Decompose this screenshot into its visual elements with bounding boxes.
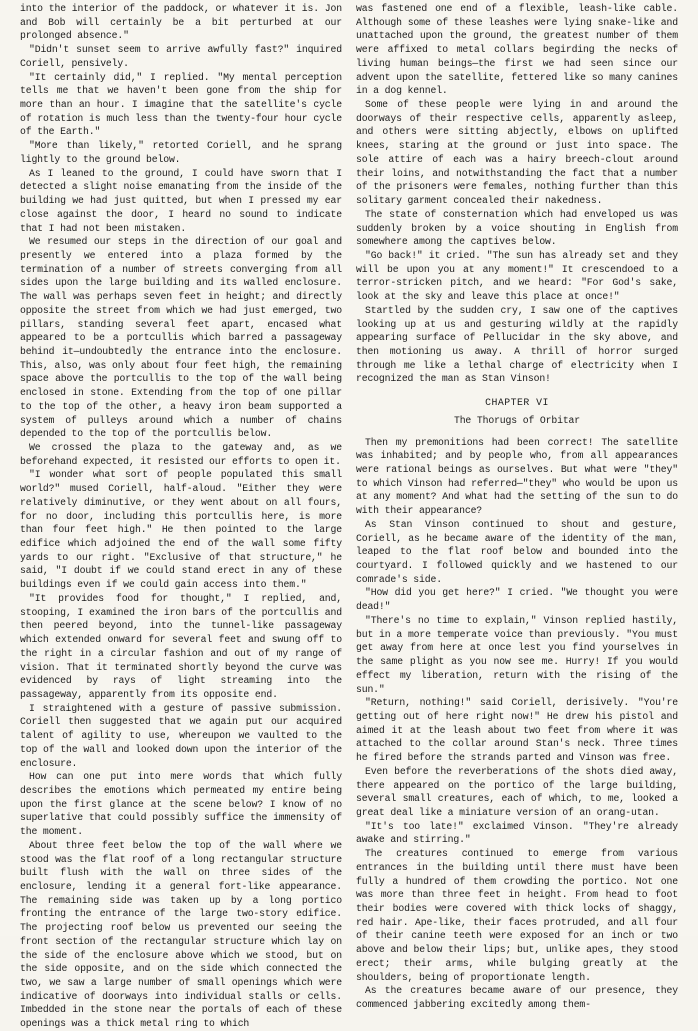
- paragraph: As Stan Vinson continued to shout and gesture, Coriell, as he became aware of the identity of the man, leaped to the flat roof below and bounded into the courtyard. I followed quickly and we hastened to our comrade's side.: [356, 518, 678, 585]
- paragraph: "It provides food for thought," I replied, and, stooping, I examined the iron bars of the portcullis and then peered beyond, into the tunnel-like passageway which extended onward for several feet and swung off to the right in a circular fashion and out of my range of vision. That it terminated shortly beyond the curve was evidenced by rays of light streaming into the passageway, apparently from its opposite end.: [20, 592, 342, 700]
- paragraph: "I wonder what sort of people populated this small world?" mused Coriell, half-aloud. "Either they were relatively diminutive, or they went about on all fours, for no door, including this portcullis here, is more than four feet high." He then pointed to the large edifice which adjoined the end of the wall some fifty yards to our right. "Exclusive of that structure," he said, "I doubt if we could stand erect in any of these buildings even if we could gain access into them.": [20, 469, 342, 591]
- paragraph: We resumed our steps in the direction of our goal and presently we entered into a plaza formed by the termination of a number of streets converging from all sides upon the large building and its walled enclosure. The wall was perhaps seven feet in height; and directly opposite the street from which we had just emerged, two pillars, standing several feet apart, encased what appeared to be a portcullis which barred a passageway behind it—undoubtedly the entrance into the enclosure. This, also, was only about four feet high, the remaining space above the portcullis to the top of the wall being enclosed in stone. Extending from the top of one pillar to the top of the other, a heavy iron beam supported a system of pulleys around which a number of chains depended to the top of the portcullis below.: [20, 236, 342, 440]
- paragraph: About three feet below the top of the wall where we stood was the flat roof of a long rectangular structure built flush with the wall on three sides of the enclosure, lending it a general fort-like appearance. The remaining side was taken up by a long portico fronting the entrance of the large two-story edifice. The projecting roof below us prevented our seeing the front section of the rectangular structure which lay on the side of the enclosure above which we stood, but on the side opposite, and on the side which connected the two, we saw a large number of small openings which were indicative of doorways into individual stalls or cells. Imbedded in the stone near the portals of each of these openings was a thick metal ring to which: [20, 839, 342, 1030]
- paragraph: I straightened with a gesture of passive submission. Coriell then suggested that we again put our acquired talent of agility to use, whereupon we vaulted to the top of the wall and looked down upon the interior of the enclosure.: [20, 702, 342, 769]
- paragraph: We crossed the plaza to the gateway and, as we beforehand expected, it resisted our efforts to open it.: [20, 442, 342, 467]
- left-column: [20, 2, 342, 1031]
- paragraph: "More than likely," retorted Coriell, and he sprang lightly to the ground below.: [20, 140, 342, 165]
- paragraph: "It certainly did," I replied. "My mental perception tells me that we haven't been gone from the ship for more than an hour. I imagine that the satellite's cycle of rotation is much less than the twenty-four hour cycle of the Earth.": [20, 71, 342, 138]
- paragraph: "Go back!" it cried. "The sun has already set and they will be upon you at any moment!" It crescendoed to a terror-stricken pitch, and we heard: "For God's sake, look at the sky and leave this place at once!": [356, 249, 678, 303]
- paragraph: Then my premonitions had been correct! The satellite was inhabited; and by people who, from all appearances were rational beings as ourselves. But what were "they" to which Vinson had referred—"they" who would be upon us at any moment? And what had the setting of the sun to do with their appearance?: [356, 436, 678, 517]
- paragraph: As the creatures became aware of our presence, they commenced jabbering excitedly among them-: [356, 985, 678, 1011]
- paragraph: "Return, nothing!" said Coriell, derisively. "You're getting out of here right now!" He drew his pistol and aimed it at the leash about two feet from where it was attached to the collar around Stan's neck. Three times he fired before the strands parted and Vinson was free.: [356, 697, 678, 764]
- paragraph: The state of consternation which had enveloped us was suddenly broken by a voice shouting in English from somewhere among the captives below.: [356, 208, 678, 248]
- paragraph: How can one put into mere words that which fully describes the emotions which permeated my entire being upon the first glance at the scene below? I know of no superlative that could possibly suffice the immensity of the moment.: [20, 771, 342, 838]
- paragraph: Even before the reverberations of the shots died away, there appeared on the portico of the large building, several small creatures, each of which, to me, looked a great deal like a miniature version of an orang-utan.: [356, 765, 678, 818]
- paragraph: "There's no time to explain," Vinson replied hastily, but in a more temperate voice than previously. "You must get away from here at once lest you find yourselves in the same plight as you now see me. Hurry! If you would effect my liberation, return with the rising of the sun.": [356, 614, 678, 695]
- paragraph: The creatures continued to emerge from various entrances in the building until there must have been fully a hundred of them crowding the portico. Not one was more than three feet in height. From head to foot their bodies were covered with thick locks of shaggy, red hair. Ape-like, their faces protruded, and all four of their canine teeth were exposed for an inch or two above and below their lips; but, unlike apes, they stood erect; their arms, while bulging greatly at the shoulders, being of proportionate length.: [356, 848, 678, 983]
- right-column: [356, 2, 678, 1012]
- chapter-title: The Thorugs of Orbitar: [453, 414, 581, 426]
- paragraph: into the interior of the paddock, or whatever it is. Jon and Bob will certainly be a bit perturbed at our prolonged absence.": [20, 3, 342, 42]
- paragraph: was fastened one end of a flexible, leash-like cable. Although some of these leashes were lying snake-like and unattached upon the ground, the greatest number of them were affixed to metal collars begirding the necks of living human beings—the first we had seen since our advent upon the satellite, fettered like so many canines in a dog kennel.: [356, 3, 678, 97]
- paragraph: Startled by the sudden cry, I saw one of the captives looking up at us and gesturing wildly at the rapidly appearing surface of Pellucidar in the sky above, and then motioning us away. A thrill of horror surged through me like a lethal charge of electricity when I recognized the man as Stan Vinson!: [356, 304, 678, 385]
- paragraph: "It's too late!" exclaimed Vinson. "They're already awake and stirring.": [356, 820, 678, 846]
- paragraph: As I leaned to the ground, I could have sworn that I detected a slight noise emanating from the inside of the building we had just quitted, but when I pressed my ear close against the door, I heard no sound to indicate that I had not been mistaken.: [20, 167, 342, 234]
- paragraph: "Didn't sunset seem to arrive awfully fast?" inquired Coriell, pensively.: [20, 44, 342, 69]
- chapter-heading: CHAPTER VI: [485, 397, 549, 409]
- paragraph: Some of these people were lying in and around the doorways of their respective cells, apparently asleep, and others were sitting abjectly, elbows on uplifted knees, staring at the ground or just into space. The sole attire of each was a hairy breech-clout around their loins, and notwithstanding the fact that a number of the prisoners were females, nothing further than this solitary garment concealed their nakedness.: [356, 99, 678, 207]
- paragraph: "How did you get here?" I cried. "We thought you were dead!": [356, 587, 678, 613]
